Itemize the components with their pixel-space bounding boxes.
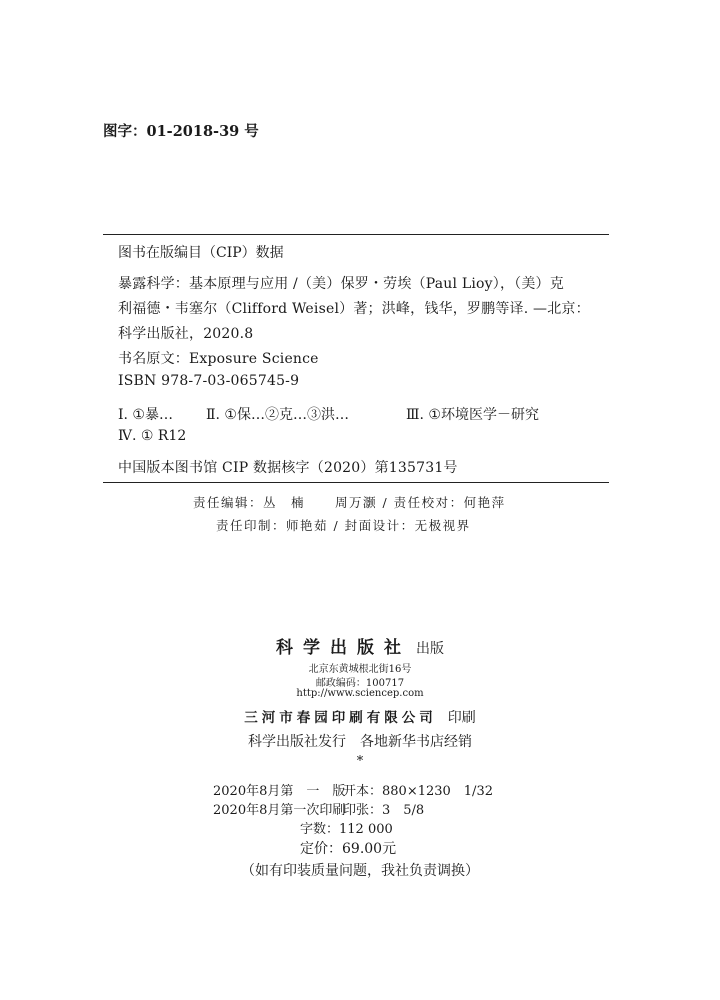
printer-name: 三河市春园印刷有限公司 xyxy=(244,710,437,726)
spec-printing: 2020年8月第一次印刷 xyxy=(213,803,346,818)
cip-heading: 图书在版编目（CIP）数据 xyxy=(118,245,284,261)
cip-verification: 中国版本图书馆 CIP 数据核字（2020）第135731号 xyxy=(118,460,458,476)
credits-line-1 xyxy=(193,493,506,511)
quality-notice: （如有印装质量问题，我社负责调换） xyxy=(241,863,479,879)
original-title: 书名原文：Exposure Science xyxy=(118,351,319,367)
price: 定价：69.00元 xyxy=(300,841,397,857)
distribution: 科学出版社发行 各地新华书店经销 xyxy=(248,734,472,750)
permit-number: 图字：01-2018-39 号 xyxy=(103,123,259,140)
class-item-2: Ⅱ. ①保…②克…③洪… xyxy=(206,407,349,423)
printer-line xyxy=(0,706,720,727)
separator-asterisk: * xyxy=(356,754,364,769)
classification-line-1 xyxy=(118,404,539,424)
class-item-3: Ⅲ. ①环境医学－研究 xyxy=(406,407,539,423)
classification-line-2 xyxy=(118,428,186,444)
credits-editor-proofreader: 周万灏 / 责任校对：何艳萍 xyxy=(335,495,506,510)
spec-edition: 2020年8月第 一 版 xyxy=(213,784,346,799)
class-item-1: Ⅰ. ①暴… xyxy=(118,407,173,423)
spec-line-1 xyxy=(213,780,493,799)
spec-sheets: 印张：3 5/8 xyxy=(343,803,425,818)
bottom-rule xyxy=(103,482,609,483)
class-item-4: Ⅳ. ① R12 xyxy=(118,428,187,444)
spec-format: 开本：880×1230 1/32 xyxy=(343,784,493,799)
publisher-address: 北京东黄城根北街16号 xyxy=(308,664,412,675)
cip-line-3: 科学出版社，2020.8 xyxy=(118,326,254,342)
credits-editor: 责任编辑：丛 楠 xyxy=(193,495,306,510)
cip-line-2: 利福德・韦塞尔（Clifford Weisel）著；洪峰，钱华，罗鹏等译. —北京： xyxy=(118,301,590,317)
publisher-role: 出版 xyxy=(416,641,445,657)
spec-line-2 xyxy=(213,799,424,818)
cip-line-1: 暴露科学：基本原理与应用 /（美）保罗・劳埃（Paul Lioy），（美）克 xyxy=(118,276,564,292)
top-rule xyxy=(103,234,609,235)
printer-role: 印刷 xyxy=(447,710,476,726)
spec-words: 字数：112 000 xyxy=(300,822,393,837)
publisher-url: http://www.sciencep.com xyxy=(296,688,424,699)
publisher-line xyxy=(0,633,720,658)
publisher-postcode: 邮政编码：100717 xyxy=(315,678,405,689)
publisher-name: 科学出版社 xyxy=(275,638,411,658)
credits-line-2: 责任印制：师艳茹 / 封面设计：无极视界 xyxy=(216,518,471,533)
isbn: ISBN 978-7-03-065745-9 xyxy=(118,373,300,389)
